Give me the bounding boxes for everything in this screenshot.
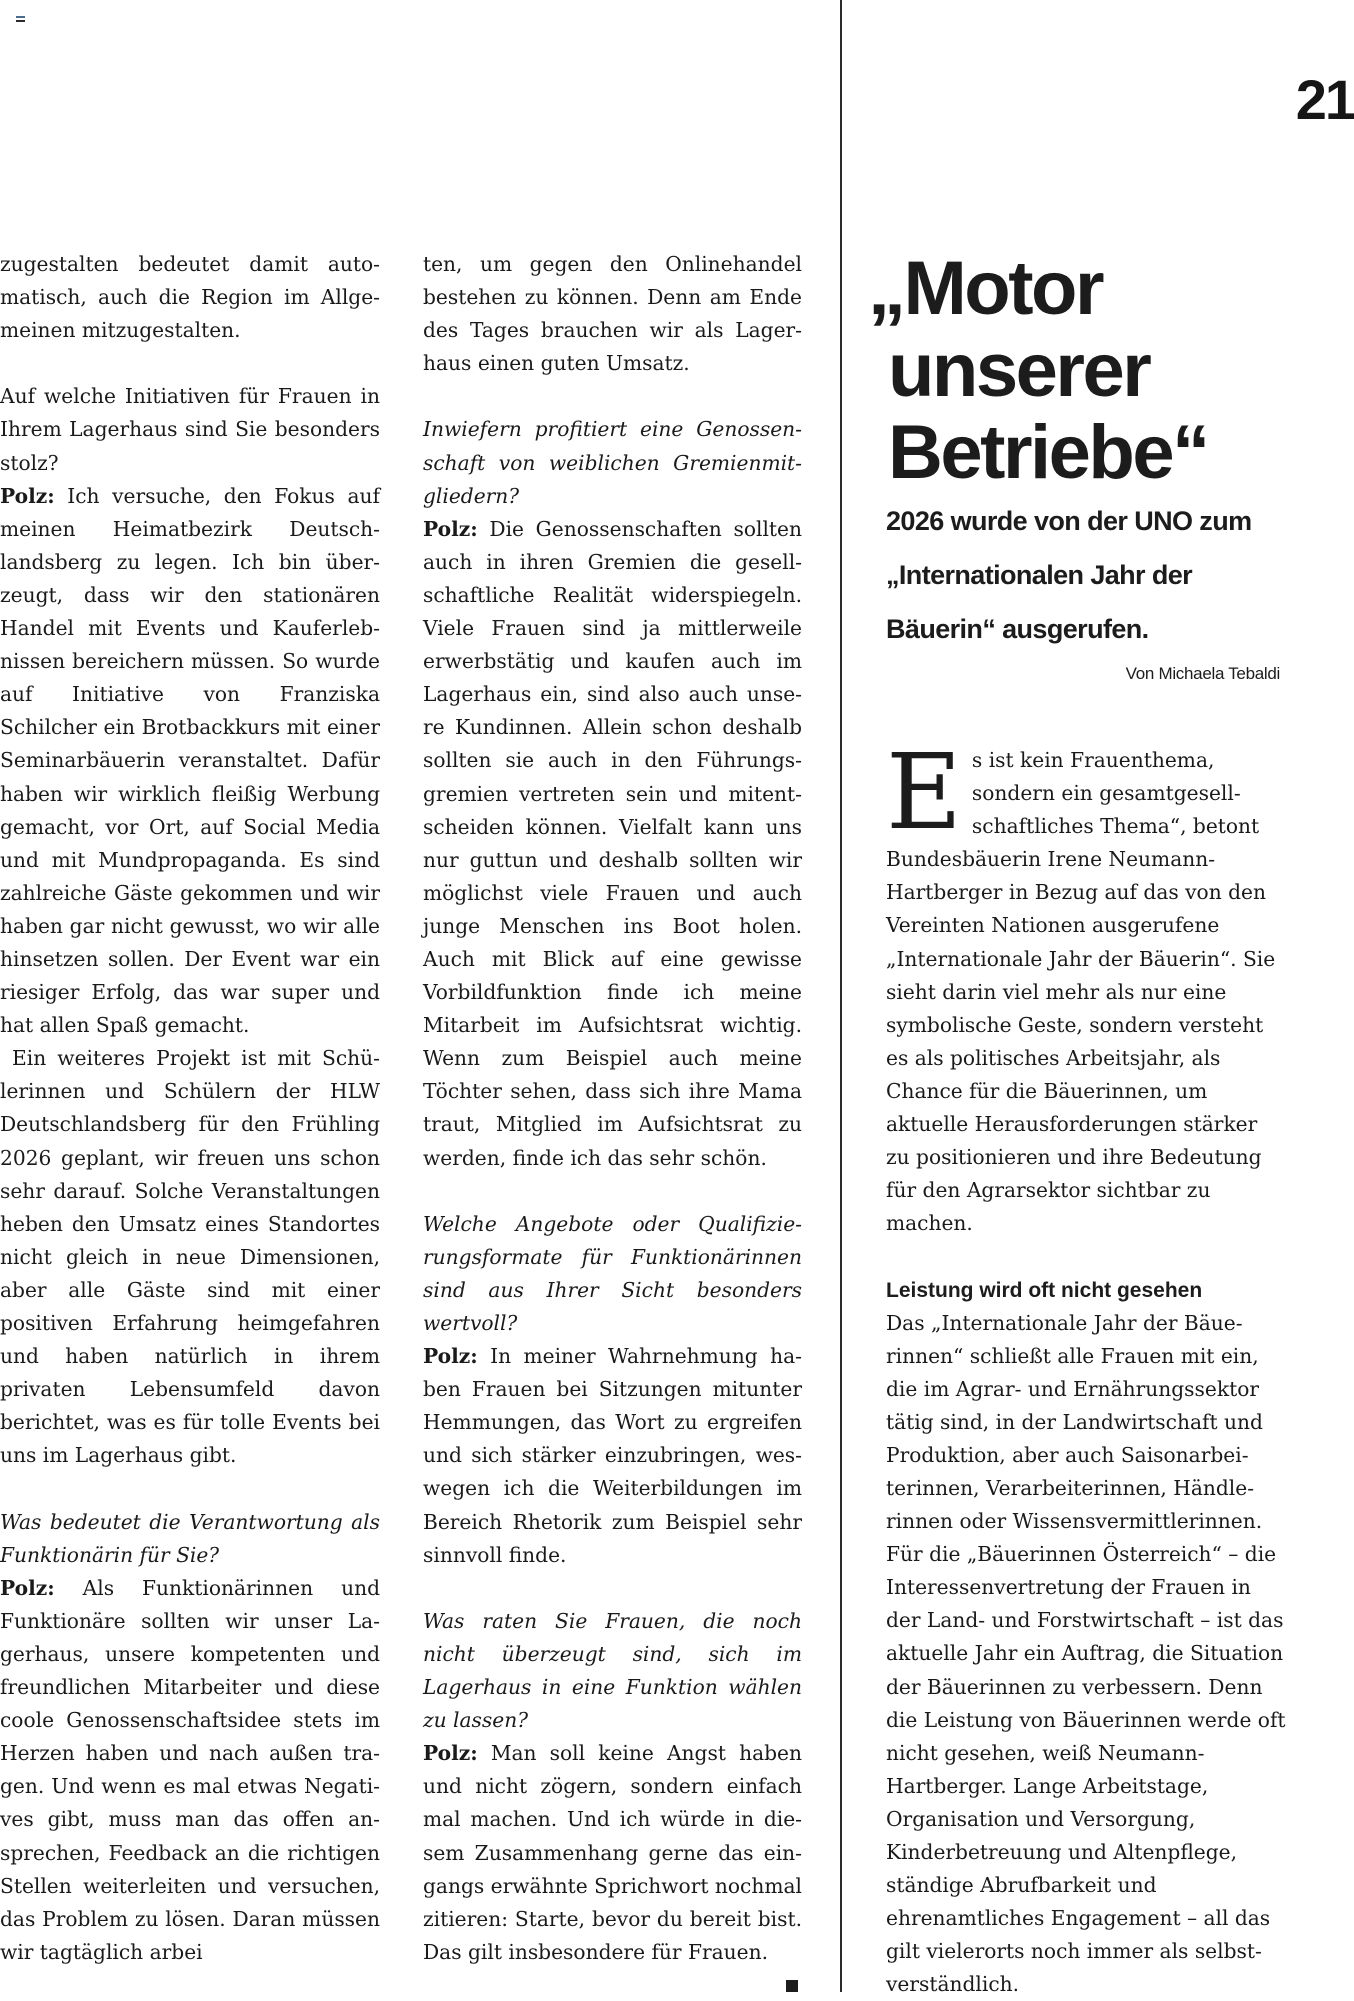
interview-question: Was bedeutet die Verantwortung als Funktionärin für Sie? (0, 1506, 380, 1572)
interview-answer (0, 480, 380, 1043)
paragraph: Ein weiteres Projekt ist mit Schülerinnen und Schülern der HLW Deutschlandsberg für den Frühling 2026 geplant, wir freuen uns schon sehr darauf. Solche Veranstaltungen heben den Umsatz eines Standortes nicht gleich in neue Dimensionen, aber alle Gäste sind mit einer positiven Erfahrung heimgefahren und haben natürlich in ihrem privaten Lebensumfeld davon berichtet, was es für tolle Events bei uns im Lagerhaus gibt. (0, 1042, 380, 1472)
end-of-article-mark (786, 1980, 798, 1992)
paragraph: ten, um gegen den Onlinehandel bestehen zu können. Denn am Ende des Tages brauchen wir als Lagerhaus einen guten Umsatz. (423, 248, 802, 380)
interview-question: Auf welche Initiativen für Frauen in Ihrem Lagerhaus sind Sie besonders stolz? (0, 380, 380, 479)
article-headline (868, 248, 1208, 494)
interview-column-2 (423, 248, 802, 1969)
menu-icon-bar (16, 20, 25, 22)
drop-cap: E (886, 750, 962, 832)
answer-text: Ich versuche, den Fokus auf meinen Heimatbezirk Deutschlandsberg zu legen. Ich bin überzeugt, dass wir den stationären Handel mit Events und Kauferlebnissen bereichern müssen. So wurde auf Initiative von Franziska Schilcher ein Brotbackkurs mit einer Seminarbäuerin veranstaltet. Dafür haben wir wirklich fleißig Werbung gemacht, vor Ort, auf Social Media und mit Mundpropaganda. Es sind zahlreiche Gäste gekommen und wir haben gar nicht gewusst, wo wir alle hinsetzen sollen. Der Event war ein riesiger Erfolg, das war super und hat allen Spaß gemacht. (0, 484, 380, 1038)
speaker-label: Polz: (423, 1344, 478, 1368)
interview-question: Was raten Sie Frauen, die noch nicht überzeugt sind, sich im Lagerhaus in eine Funktion wählen zu lassen? (423, 1605, 802, 1737)
article-body (886, 744, 1286, 2001)
interview-answer (423, 1737, 802, 1969)
section-paragraph: Das „Internationale Jahr der Bäuerinnen“ schließt alle Frauen mit ein, die im Agrar- und Ernährungssektor tätig sind, in der Landwirtschaft und Produktion, aber auch Saisonarbeiterinnen, Verarbeiterinnen, Händlerinnen oder Wissensvermittlerinnen. Für die „Bäuerinnen Österreich“ – die Interessenvertretung der Frauen in der Land- und Forstwirtschaft – ist das aktuelle Jahr ein Auftrag, die Situation der Bäuerinnen zu verbessern. Denn die Leistung von Bäuerinnen werde oft nicht gesehen, weiß Neumann-Hartberger. Lange Arbeitstage, Organisation und Versorgung, Kinderbetreuung und Altenpflege, ständige Abrufbarkeit und ehrenamtliches Engagement – all das gilt vielerorts noch immer als selbstverständlich. (886, 1307, 1286, 2001)
speaker-label: Polz: (0, 1576, 55, 1600)
interview-question: Welche Angebote oder Qualifizierungsformate für Funktionärinnen sind aus Ihrer Sicht besonders wertvoll? (423, 1208, 802, 1340)
interview-question: Inwiefern profitiert eine Genossenschaft von weiblichen Gremienmitgliedern? (423, 413, 802, 512)
section-heading: Leistung wird oft nicht gesehen (886, 1274, 1286, 1307)
column-divider (840, 0, 842, 1992)
byline: Von Michaela Tebaldi (1126, 664, 1280, 684)
answer-text: Die Genossenschaften sollten auch in ihren Gremien die gesellschaftliche Realität widerspiegeln. Viele Frauen sind ja mittlerweile erwerbstätig und kaufen auch im Lagerhaus ein, sind also auch unsere Kundinnen. Allein schon deshalb sollten sie auch in den Führungsgremien vertreten sein und mitentscheiden können. Vielfalt kann uns nur guttun und deshalb sollten wir möglichst viele Frauen und auch junge Menschen ins Boot holen. Auch mit Blick auf eine gewisse Vorbildfunktion finde ich meine Mitarbeit im Aufsichtsrat wichtig. Wenn zum Beispiel auch meine Töchter sehen, dass sich ihre Mama traut, Mitglied im Aufsichtsrat zu werden, finde ich das sehr schön. (423, 517, 802, 1170)
menu-icon-bar (16, 16, 25, 18)
headline-line: „Motor (868, 248, 1208, 330)
menu-icon[interactable] (16, 16, 25, 24)
speaker-label: Polz: (423, 1741, 478, 1765)
headline-line: unserer (868, 330, 1208, 412)
interview-answer (423, 1340, 802, 1572)
intro-text: s ist kein Frauenthema, sondern ein gesamtgesellschaftliches Thema“, betont Bundesbäuerin Irene Neumann-Hartberger in Bezug auf das von den Vereinten Nationen ausgerufene „Internationale Jahr der Bäuerin“. Sie sieht darin viel mehr als nur eine symbolische Geste, sondern versteht es als politisches Arbeitsjahr, als Chance für die Bäuerinnen, um aktuelle Herausforderungen stärker zu positionieren und ihre Bedeutung für den Agrarsektor sichtbar zu machen. (886, 748, 1275, 1235)
page-number: 21 (1296, 72, 1354, 128)
answer-text: In meiner Wahrnehmung haben Frauen bei Sitzungen mitunter Hemmungen, das Wort zu ergreifen und sich stärker einzubringen, weswegen ich die Weiterbildungen im Bereich Rhetorik zum Beispiel sehr sinnvoll finde. (423, 1344, 802, 1567)
answer-text: Als Funktionärinnen und Funktionäre sollten wir unser Lagerhaus, unsere kompetenten und freundlichen Mitarbeiter und diese coole Genossenschaftsidee stets im Herzen haben und nach außen tragen. Und wenn es mal etwas Negatives gibt, muss man das offen ansprechen, Feedback an die richtigen Stellen weiterleiten und versuchen, das Problem zu lösen. Daran müssen wir tagtäglich arbei (0, 1576, 380, 1964)
headline-line: Betriebe“ (868, 412, 1208, 494)
interview-answer (0, 1572, 380, 1969)
interview-answer (423, 513, 802, 1175)
intro-paragraph (886, 744, 1286, 1240)
speaker-label: Polz: (0, 484, 55, 508)
article-subheadline: 2026 wurde von der UNO zum „Internationalen Jahr der Bäuerin“ ausgerufen. (886, 494, 1306, 656)
interview-column-1 (0, 248, 380, 1969)
paragraph: zugestalten bedeutet damit automatisch, auch die Region im Allgemeinen mitzugestalten. (0, 248, 380, 347)
answer-text: Man soll keine Angst haben und nicht zögern, sondern einfach mal machen. Und ich würde in diesem Zusammenhang gerne das eingangs erwähnte Sprichwort nochmal zitieren: Starte, bevor du bereit bist. Das gilt insbesondere für Frauen. (423, 1741, 802, 1964)
speaker-label: Polz: (423, 517, 478, 541)
